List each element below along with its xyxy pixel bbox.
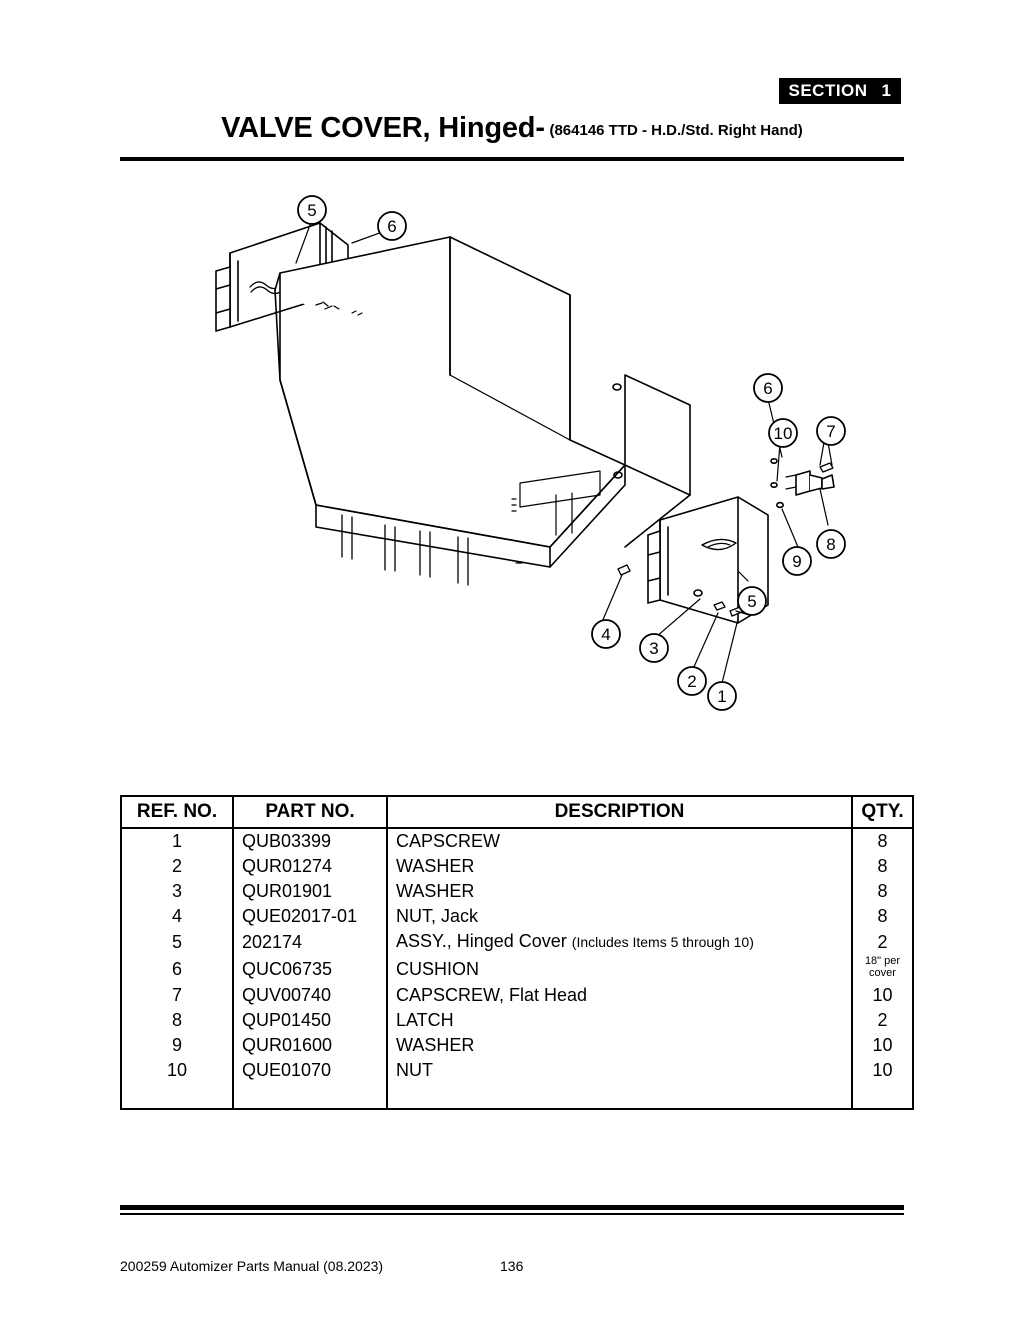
table-header-row: [121, 796, 913, 828]
table-row: [121, 1058, 913, 1083]
cell-part: QUR01901: [233, 879, 387, 904]
table-row: [121, 1008, 913, 1033]
svg-text:9: 9: [792, 552, 802, 571]
qty-note: 18" per cover: [864, 955, 901, 979]
cell-qty: 2: [852, 929, 913, 955]
footer-divider-thick: [120, 1205, 904, 1210]
cell-part: QUC06735: [233, 955, 387, 983]
cell-part: QUE01070: [233, 1058, 387, 1083]
page-title-main: VALVE COVER, Hinged: [221, 112, 536, 144]
description-text: CAPSCREW, Flat Head: [396, 985, 588, 1005]
svg-text:5: 5: [307, 201, 317, 220]
description-text: NUT: [396, 1060, 433, 1080]
cell-qty: 8: [852, 904, 913, 929]
cell-ref: 3: [121, 879, 233, 904]
parts-table: [120, 795, 914, 1110]
footer-document-name: 200259 Automizer Parts Manual (08.2023): [120, 1258, 384, 1274]
cell-part: QUB03399: [233, 828, 387, 854]
cell-ref: 7: [121, 983, 233, 1008]
cell-ref: 4: [121, 904, 233, 929]
cell-ref: 6: [121, 955, 233, 983]
cell-ref: 2: [121, 854, 233, 879]
page-title-subtitle: (864146 TTD - H.D./Std. Right Hand): [549, 122, 803, 139]
svg-text:8: 8: [826, 535, 836, 554]
cell-qty: [852, 955, 913, 983]
cell-description: [387, 904, 852, 929]
cell-description: [387, 1008, 852, 1033]
cell-ref: 1: [121, 828, 233, 854]
cell-description: [387, 955, 852, 983]
column-header-part: PART NO.: [233, 796, 387, 828]
exploded-assembly-diagram: [120, 175, 904, 755]
section-badge: [779, 78, 901, 104]
column-header-qty: QTY.: [852, 796, 913, 828]
table-row: [121, 955, 913, 983]
table-row: [121, 983, 913, 1008]
table-row: [121, 1033, 913, 1058]
svg-text:5: 5: [747, 592, 757, 611]
svg-text:2: 2: [687, 672, 697, 691]
footer-page-number: 136: [500, 1258, 524, 1274]
cell-part: QUV00740: [233, 983, 387, 1008]
cell-part-empty: [233, 1083, 387, 1109]
cell-part: QUR01274: [233, 854, 387, 879]
table-row: [121, 904, 913, 929]
cell-part: QUE02017-01: [233, 904, 387, 929]
header-divider: [120, 157, 904, 161]
cell-qty: 10: [852, 983, 913, 1008]
description-text: CAPSCREW: [396, 831, 501, 851]
table-empty-row: [121, 1083, 913, 1109]
svg-text:7: 7: [826, 422, 836, 441]
footer-divider-thin: [120, 1213, 904, 1215]
cell-qty: 2: [852, 1008, 913, 1033]
svg-text:10: 10: [773, 424, 793, 443]
cell-part: 202174: [233, 929, 387, 955]
cell-qty-empty: [852, 1083, 913, 1109]
page-title: [120, 112, 904, 145]
table-body: [121, 828, 913, 1109]
section-number: 1: [881, 81, 892, 100]
description-text: WASHER: [396, 856, 475, 876]
description-text: WASHER: [396, 1035, 475, 1055]
table-row: [121, 929, 913, 955]
section-label: SECTION: [788, 81, 868, 100]
cell-ref-empty: [121, 1083, 233, 1109]
description-text: WASHER: [396, 881, 475, 901]
svg-text:1: 1: [717, 687, 727, 706]
page-title-dash: -: [535, 112, 545, 144]
cell-qty: 10: [852, 1033, 913, 1058]
description-text: ASSY., Hinged Cover: [396, 931, 567, 951]
cell-ref: 10: [121, 1058, 233, 1083]
description-text: NUT, Jack: [396, 906, 479, 926]
cell-description: [387, 854, 852, 879]
cell-description: [387, 879, 852, 904]
cell-part: QUP01450: [233, 1008, 387, 1033]
cell-ref: 5: [121, 929, 233, 955]
table-row: [121, 879, 913, 904]
description-note: (Includes Items 5 through 10): [571, 934, 754, 950]
table-row: [121, 828, 913, 854]
svg-text:4: 4: [601, 625, 611, 644]
description-text: LATCH: [396, 1010, 454, 1030]
cell-description: [387, 929, 852, 955]
cell-qty: 8: [852, 879, 913, 904]
cell-description-empty: [387, 1083, 852, 1109]
cell-qty: 8: [852, 854, 913, 879]
cell-part: QUR01600: [233, 1033, 387, 1058]
svg-text:3: 3: [649, 639, 659, 658]
cell-description: [387, 983, 852, 1008]
table-row: [121, 854, 913, 879]
cell-description: [387, 1058, 852, 1083]
svg-text:6: 6: [387, 217, 397, 236]
cell-ref: 9: [121, 1033, 233, 1058]
description-text: CUSHION: [396, 958, 480, 979]
cell-qty: 8: [852, 828, 913, 854]
column-header-ref: REF. NO.: [121, 796, 233, 828]
cell-description: [387, 1033, 852, 1058]
cell-description: [387, 828, 852, 854]
cell-qty: 10: [852, 1058, 913, 1083]
cell-ref: 8: [121, 1008, 233, 1033]
column-header-description: DESCRIPTION: [387, 796, 852, 828]
svg-text:6: 6: [763, 379, 773, 398]
